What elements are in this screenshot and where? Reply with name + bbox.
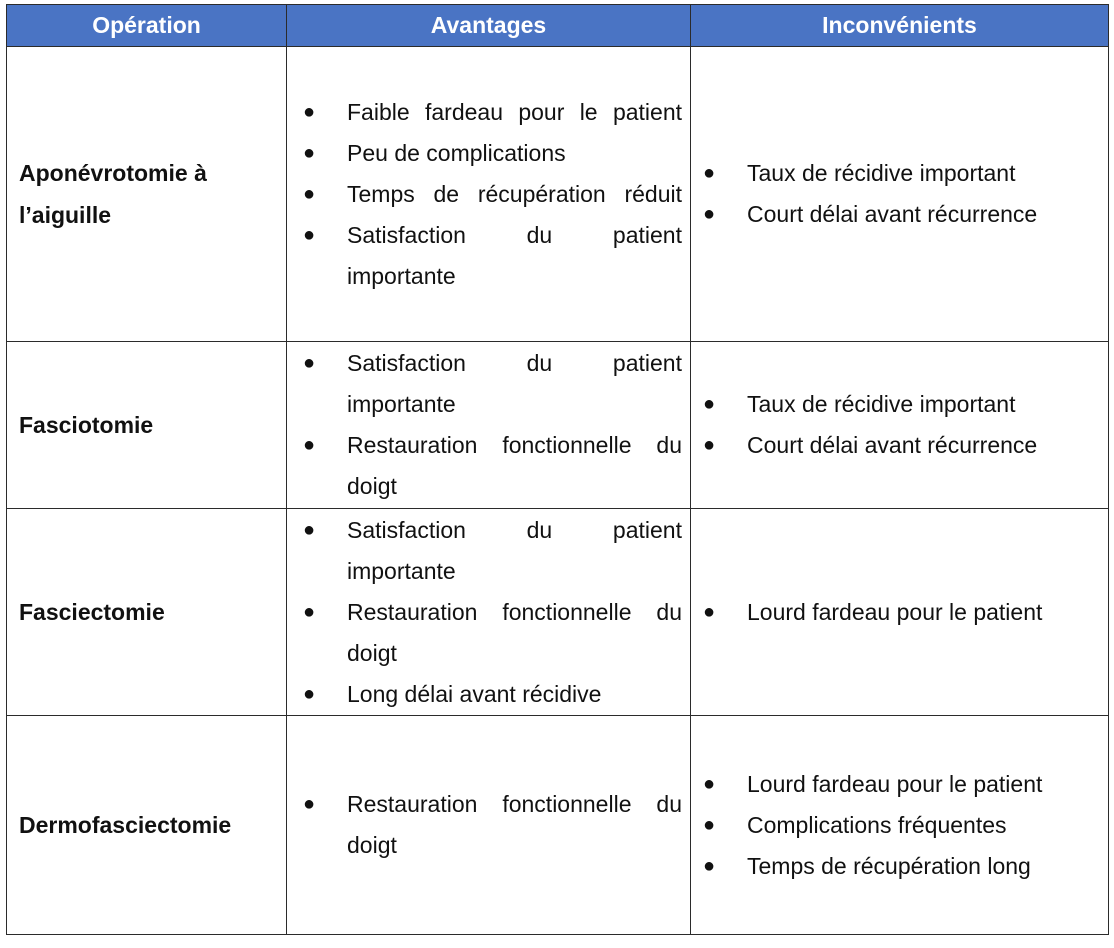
list-item — [691, 805, 1108, 846]
bullet-icon: ● — [703, 434, 716, 456]
list-item-text: Lourd fardeau pour le patient — [747, 598, 1043, 625]
inconvenients-cell — [691, 509, 1109, 716]
list-item — [691, 764, 1108, 805]
list-item-text: Temps de récupération long — [747, 852, 1031, 879]
list-item-text: Long délai avant récidive — [347, 680, 602, 707]
list-item — [287, 92, 690, 133]
bullet-icon: ● — [303, 100, 316, 123]
list-item-text: Court délai avant récurrence — [747, 201, 1038, 227]
avantages-cell — [287, 342, 691, 509]
operation-name: Aponévrotomie à l’aiguille — [7, 47, 287, 342]
operation-name: Fasciotomie — [7, 342, 287, 509]
list-item-text: Satisfaction du patient importante — [347, 221, 682, 289]
bullet-icon: ● — [303, 352, 316, 374]
table-row — [7, 716, 1109, 935]
list-item-text: Satisfaction du patient importante — [347, 516, 682, 584]
list-item — [287, 674, 690, 715]
list-item-text: Taux de récidive important — [747, 160, 1016, 186]
avantages-list — [287, 784, 690, 866]
bullet-icon: ● — [303, 223, 316, 246]
inconvenients-cell — [691, 716, 1109, 935]
comparison-table — [6, 4, 1109, 935]
header-inconvenients: Inconvénients — [691, 5, 1109, 47]
list-item — [287, 174, 690, 215]
list-item — [287, 215, 690, 297]
list-item — [287, 425, 690, 507]
list-item — [287, 592, 690, 674]
bullet-icon: ● — [303, 600, 316, 623]
bullet-icon: ● — [703, 813, 716, 836]
table-row — [7, 509, 1109, 716]
list-item-text: Restauration fonctionnelle du doigt — [347, 598, 682, 666]
list-item-text: Peu de complications — [347, 139, 566, 166]
list-item — [287, 784, 690, 866]
avantages-list — [287, 343, 690, 507]
avantages-list — [287, 92, 690, 297]
table-row — [7, 47, 1109, 342]
inconvenients-list — [691, 764, 1108, 887]
list-item-text: Faible fardeau pour le patient — [347, 98, 682, 125]
list-item-text: Temps de récupération réduit — [347, 180, 682, 207]
bullet-icon: ● — [703, 772, 716, 795]
list-item — [287, 133, 690, 174]
inconvenients-list — [691, 384, 1108, 466]
bullet-icon: ● — [303, 682, 316, 705]
bullet-icon: ● — [703, 393, 716, 415]
list-item — [691, 846, 1108, 887]
list-item — [691, 592, 1108, 633]
operation-name: Fasciectomie — [7, 509, 287, 716]
inconvenients-cell — [691, 342, 1109, 509]
header-avantages: Avantages — [287, 5, 691, 47]
header-row — [7, 5, 1109, 47]
bullet-icon: ● — [303, 518, 316, 541]
list-item — [691, 384, 1108, 425]
avantages-cell — [287, 47, 691, 342]
list-item-text: Satisfaction du patient importante — [347, 350, 682, 417]
list-item — [287, 343, 690, 425]
list-item-text: Restauration fonctionnelle du doigt — [347, 432, 682, 499]
list-item-text: Court délai avant récurrence — [747, 432, 1038, 458]
avantages-cell — [287, 509, 691, 716]
operation-name: Dermofasciectomie — [7, 716, 287, 935]
inconvenients-list — [691, 592, 1108, 633]
list-item — [691, 425, 1108, 466]
bullet-icon: ● — [703, 600, 716, 623]
bullet-icon: ● — [703, 203, 716, 225]
inconvenients-list — [691, 153, 1108, 235]
list-item-text: Lourd fardeau pour le patient — [747, 770, 1043, 797]
avantages-list — [287, 510, 690, 715]
list-item — [287, 510, 690, 592]
list-item-text: Complications fréquentes — [747, 811, 1007, 838]
list-item-text: Taux de récidive important — [747, 391, 1016, 417]
bullet-icon: ● — [303, 434, 316, 456]
table-row — [7, 342, 1109, 509]
header-operation: Opération — [7, 5, 287, 47]
bullet-icon: ● — [303, 793, 316, 815]
list-item — [691, 194, 1108, 235]
list-item — [691, 153, 1108, 194]
inconvenients-cell — [691, 47, 1109, 342]
bullet-icon: ● — [303, 182, 316, 205]
bullet-icon: ● — [303, 141, 316, 164]
bullet-icon: ● — [703, 854, 716, 877]
bullet-icon: ● — [703, 162, 716, 184]
avantages-cell — [287, 716, 691, 935]
list-item-text: Restauration fonctionnelle du doigt — [347, 791, 682, 858]
